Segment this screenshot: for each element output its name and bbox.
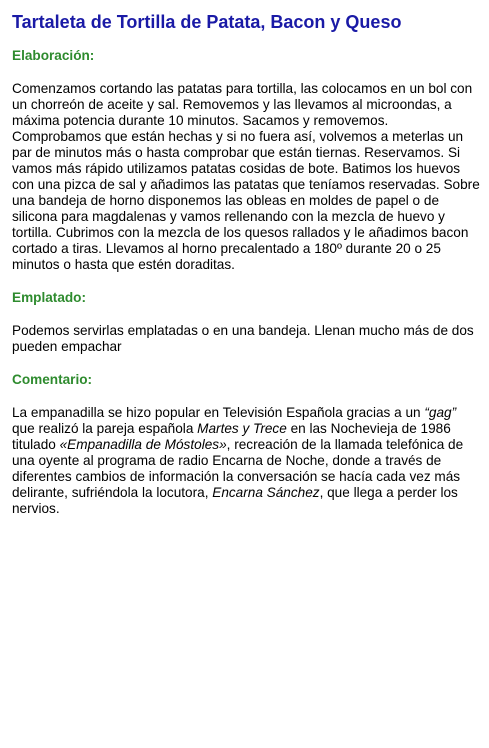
gag-quote: “gag” xyxy=(424,405,457,420)
comentario-text-part1: La empanadilla se hizo popular en Televisión Española gracias a un xyxy=(12,405,425,420)
empanadilla-title: «Empanadilla de Móstoles» xyxy=(59,437,227,452)
comentario-text-part4: , recreación de la llamada telefónica de una oyente al programa de radio Encarna de Noche, donde a través de diferentes cambios de información la conversación se hacía cada vez más delirante, sufriéndola la locutora, xyxy=(12,437,464,500)
comentario-text-part3: en las Nochevieja de 1986 titulado xyxy=(12,421,451,452)
page-title: Tartaleta de Tortilla de Patata, Bacon y Queso xyxy=(12,12,402,32)
recipe-page xyxy=(12,11,480,534)
comentario-text xyxy=(12,405,480,517)
section-heading-emplatado: Emplatado: xyxy=(12,290,87,305)
comentario-text-part5: , que llega a perder los nervios. xyxy=(12,485,458,516)
section-heading-elaboracion: Elaboración: xyxy=(12,48,95,63)
martes-y-trece-name: Martes y Trece xyxy=(197,421,287,436)
emplatado-text: Podemos servirlas emplatadas o en una bandeja. Llenan mucho más de dos pueden empachar xyxy=(12,323,474,354)
section-heading-comentario: Comentario: xyxy=(12,372,93,387)
elaboracion-text: Comenzamos cortando las patatas para tortilla, las colocamos en un bol con un chorreón de aceite y sal. Removemos y las llevamos al microondas, a máxima potencia durante 10 minutos. Sacamos y removemos. Comprobamos que están hechas y si no fuera así, volvemos a meterlas un par de minutos más o hasta comprobar que están tiernas. Reservamos. Si vamos más rápido utilizamos patatas cosidas de bote. Batimos los huevos con una pizca de sal y añadimos las patatas que teníamos reservadas. Sobre una bandeja de horno disponemos las obleas en moldes de papel o de silicona para magdalenas y vamos rellenando con la mezcla de huevo y tortilla. Cubrimos con la mezcla de los quesos rallados y le añadimos bacon cortado a tiras. Llevamos al horno precalentado a 180º durante 20 o 25 minutos o hasta que estén doraditas. xyxy=(12,81,480,272)
comentario-text-part2: que realizó la pareja española xyxy=(12,421,198,436)
encarna-name: Encarna Sánchez xyxy=(212,485,320,500)
